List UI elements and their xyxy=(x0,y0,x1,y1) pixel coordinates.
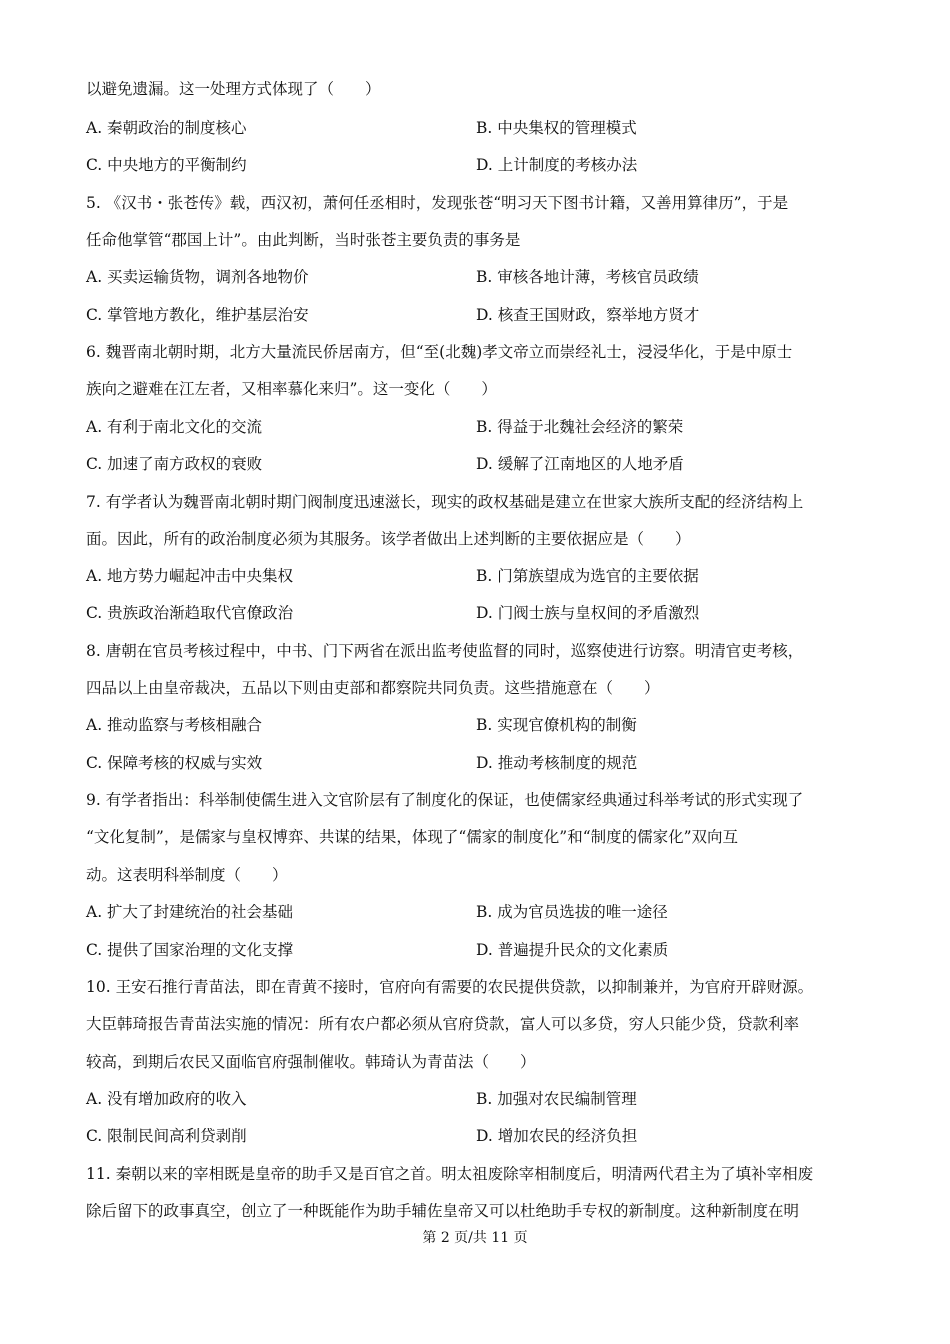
q10-option-a: A. 没有增加政府的收入 xyxy=(86,1090,247,1108)
q4-option-c: C. 中央地方的平衡制约 xyxy=(86,156,247,174)
q11-stem-line-2: 除后留下的政事真空，创立了一种既能作为助手辅佐皇帝又可以杜绝助手专权的新制度。这种新制度在明 xyxy=(86,1202,800,1220)
q8-stem-line-2: 四品以上由皇帝裁决，五品以下则由吏部和都察院共同负责。这些措施意在（ ） xyxy=(86,679,660,697)
q7-stem-line-1: 7. 有学者认为魏晋南北朝时期门阀制度迅速滋长，现实的政权基础是建立在世家大族所支配的经济结构上 xyxy=(86,493,804,511)
q6-option-b: B. 得益于北魏社会经济的繁荣 xyxy=(476,418,684,436)
q5-option-b: B. 审核各地计薄，考核官员政绩 xyxy=(476,268,699,286)
q9-stem-line-3: 动。这表明科举制度（ ） xyxy=(86,866,288,884)
q10-option-d: D. 增加农民的经济负担 xyxy=(476,1127,638,1145)
q7-option-d: D. 门阀士族与皇权间的矛盾激烈 xyxy=(476,604,700,622)
q8-stem-line-1: 8. 唐朝在官员考核过程中，中书、门下两省在派出监考使监督的同时，巡察使进行访察。明清官吏考核， xyxy=(86,642,804,660)
page-footer: 第 2 页/共 11 页 xyxy=(422,1230,528,1246)
q7-option-c: C. 贵族政治渐趋取代官僚政治 xyxy=(86,604,294,622)
q8-option-d: D. 推动考核制度的规范 xyxy=(476,754,638,772)
q10-stem-line-3: 较高，到期后农民又面临官府强制催收。韩琦认为青苗法（ ） xyxy=(86,1053,536,1071)
q6-option-d: D. 缓解了江南地区的人地矛盾 xyxy=(476,455,684,473)
q6-option-c: C. 加速了南方政权的衰败 xyxy=(86,455,263,473)
q9-option-b: B. 成为官员选拔的唯一途径 xyxy=(476,903,668,921)
q5-stem-line-2: 任命他掌管“郡国上计”。由此判断，当时张苍主要负责的事务是 xyxy=(86,231,521,249)
q10-option-c: C. 限制民间高利贷剥削 xyxy=(86,1127,247,1145)
q7-option-a: A. 地方势力崛起冲击中央集权 xyxy=(86,567,294,585)
q6-stem-line-2: 族向之避难在江左者，又相率慕化来归”。这一变化（ ） xyxy=(86,380,497,398)
q5-option-d: D. 核查王国财政，察举地方贤才 xyxy=(476,306,700,324)
q6-option-a: A. 有利于南北文化的交流 xyxy=(86,418,263,436)
q7-stem-line-2: 面。因此，所有的政治制度必须为其服务。该学者做出上述判断的主要依据应是（ ） xyxy=(86,530,691,548)
q9-option-d: D. 普遍提升民众的文化素质 xyxy=(476,941,669,959)
q9-stem-line-1: 9. 有学者指出：科举制使儒生进入文官阶层有了制度化的保证，也使儒家经典通过科举考试的形式实现了 xyxy=(86,791,804,809)
q4-option-a: A. 秦朝政治的制度核心 xyxy=(86,119,247,137)
q10-stem-line-2: 大臣韩琦报告青苗法实施的情况：所有农户都必须从官府贷款，富人可以多贷，穷人只能少贷，贷款利率 xyxy=(86,1015,800,1033)
q9-option-c: C. 提供了国家治理的文化支撑 xyxy=(86,941,294,959)
q4-option-d: D. 上计制度的考核办法 xyxy=(476,156,638,174)
q10-stem-line-1: 10. 王安石推行青苗法，即在青黄不接时，官府向有需要的农民提供贷款，以抑制兼并，为官府开辟财源。 xyxy=(86,978,814,996)
q4-option-b: B. 中央集权的管理模式 xyxy=(476,119,637,137)
q6-stem-line-1: 6. 魏晋南北朝时期，北方大量流民侨居南方，但“至(北魏)孝文帝立而崇经礼士，浸浸华化，于是中原士 xyxy=(86,343,793,361)
q8-option-b: B. 实现官僚机构的制衡 xyxy=(476,716,637,734)
q5-option-c: C. 掌管地方教化，维护基层治安 xyxy=(86,306,309,324)
q5-option-a: A. 买卖运输货物，调剂各地物价 xyxy=(86,268,309,286)
q9-stem-line-2: “文化复制”，是儒家与皇权博弈、共谋的结果，体现了“儒家的制度化”和“制度的儒家化”双向互 xyxy=(86,828,739,846)
q5-stem-line-1: 5. 《汉书・张苍传》载，西汉初，萧何任丞相时，发现张苍“明习天下图书计籍，又善用算律历”，于是 xyxy=(86,194,789,212)
q9-option-a: A. 扩大了封建统治的社会基础 xyxy=(86,903,294,921)
q8-option-c: C. 保障考核的权威与实效 xyxy=(86,754,263,772)
q11-stem-line-1: 11. 秦朝以来的宰相既是皇帝的助手又是百官之首。明太祖废除宰相制度后，明清两代君主为了填补宰相废 xyxy=(86,1165,814,1183)
q4-stem-line: 以避免遗漏。这一处理方式体现了（ ） xyxy=(86,80,381,98)
q8-option-a: A. 推动监察与考核相融合 xyxy=(86,716,263,734)
q10-option-b: B. 加强对农民编制管理 xyxy=(476,1090,637,1108)
q7-option-b: B. 门第族望成为选官的主要依据 xyxy=(476,567,699,585)
